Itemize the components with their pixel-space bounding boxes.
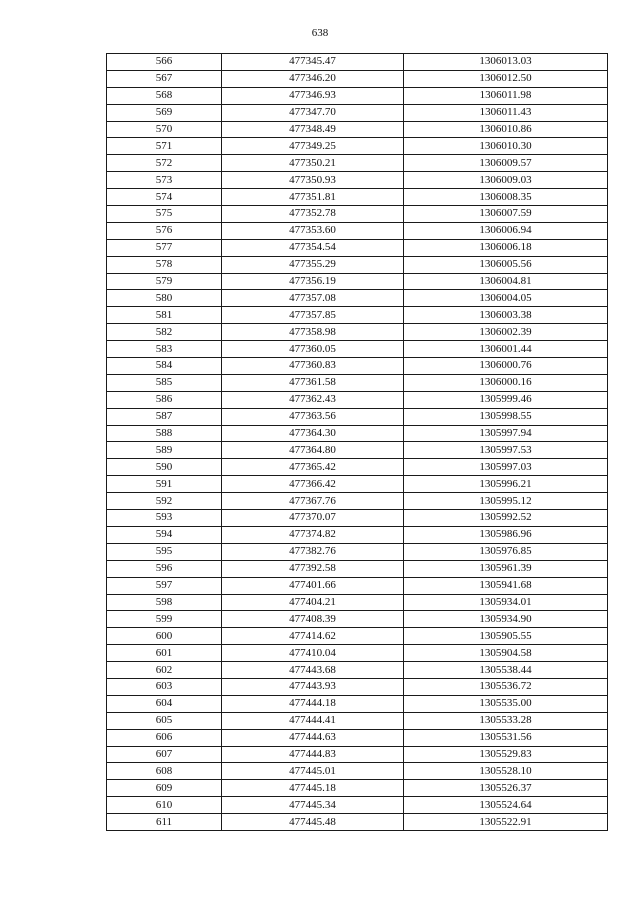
x-coordinate-cell: 477357.85 bbox=[222, 307, 404, 324]
point-number-cell: 588 bbox=[107, 425, 222, 442]
table-row bbox=[107, 222, 608, 239]
x-coordinate-cell: 477360.05 bbox=[222, 341, 404, 358]
table-row bbox=[107, 678, 608, 695]
x-coordinate-cell: 477382.76 bbox=[222, 543, 404, 560]
point-number-cell: 576 bbox=[107, 222, 222, 239]
y-coordinate-cell: 1306007.59 bbox=[404, 206, 608, 223]
point-number-cell: 575 bbox=[107, 206, 222, 223]
coordinates-table-body bbox=[107, 54, 608, 831]
x-coordinate-cell: 477410.04 bbox=[222, 645, 404, 662]
table-row bbox=[107, 239, 608, 256]
y-coordinate-cell: 1306004.81 bbox=[404, 273, 608, 290]
table-row bbox=[107, 797, 608, 814]
point-number-cell: 570 bbox=[107, 121, 222, 138]
y-coordinate-cell: 1306010.30 bbox=[404, 138, 608, 155]
point-number-cell: 580 bbox=[107, 290, 222, 307]
y-coordinate-cell: 1305976.85 bbox=[404, 543, 608, 560]
y-coordinate-cell: 1305996.21 bbox=[404, 476, 608, 493]
x-coordinate-cell: 477345.47 bbox=[222, 54, 404, 71]
table-row bbox=[107, 121, 608, 138]
y-coordinate-cell: 1305941.68 bbox=[404, 577, 608, 594]
y-coordinate-cell: 1306010.86 bbox=[404, 121, 608, 138]
table-row bbox=[107, 256, 608, 273]
table-row bbox=[107, 780, 608, 797]
y-coordinate-cell: 1305999.46 bbox=[404, 391, 608, 408]
table-row bbox=[107, 307, 608, 324]
table-row bbox=[107, 138, 608, 155]
point-number-cell: 581 bbox=[107, 307, 222, 324]
x-coordinate-cell: 477353.60 bbox=[222, 222, 404, 239]
x-coordinate-cell: 477346.93 bbox=[222, 87, 404, 104]
y-coordinate-cell: 1306008.35 bbox=[404, 189, 608, 206]
y-coordinate-cell: 1305904.58 bbox=[404, 645, 608, 662]
point-number-cell: 601 bbox=[107, 645, 222, 662]
point-number-cell: 572 bbox=[107, 155, 222, 172]
y-coordinate-cell: 1305997.94 bbox=[404, 425, 608, 442]
table-row bbox=[107, 746, 608, 763]
table-row bbox=[107, 442, 608, 459]
x-coordinate-cell: 477358.98 bbox=[222, 324, 404, 341]
table-row bbox=[107, 408, 608, 425]
x-coordinate-cell: 477444.83 bbox=[222, 746, 404, 763]
x-coordinate-cell: 477404.21 bbox=[222, 594, 404, 611]
x-coordinate-cell: 477445.48 bbox=[222, 814, 404, 831]
y-coordinate-cell: 1306011.43 bbox=[404, 104, 608, 121]
point-number-cell: 595 bbox=[107, 543, 222, 560]
point-number-cell: 590 bbox=[107, 459, 222, 476]
point-number-cell: 593 bbox=[107, 510, 222, 527]
x-coordinate-cell: 477348.49 bbox=[222, 121, 404, 138]
coordinates-table bbox=[106, 53, 608, 831]
y-coordinate-cell: 1305997.03 bbox=[404, 459, 608, 476]
table-row bbox=[107, 695, 608, 712]
y-coordinate-cell: 1306000.76 bbox=[404, 358, 608, 375]
x-coordinate-cell: 477360.83 bbox=[222, 358, 404, 375]
y-coordinate-cell: 1306000.16 bbox=[404, 374, 608, 391]
point-number-cell: 596 bbox=[107, 560, 222, 577]
x-coordinate-cell: 477350.93 bbox=[222, 172, 404, 189]
y-coordinate-cell: 1305528.10 bbox=[404, 763, 608, 780]
x-coordinate-cell: 477367.76 bbox=[222, 493, 404, 510]
y-coordinate-cell: 1305934.90 bbox=[404, 611, 608, 628]
point-number-cell: 608 bbox=[107, 763, 222, 780]
x-coordinate-cell: 477351.81 bbox=[222, 189, 404, 206]
x-coordinate-cell: 477374.82 bbox=[222, 526, 404, 543]
table-row bbox=[107, 662, 608, 679]
y-coordinate-cell: 1305934.01 bbox=[404, 594, 608, 611]
table-row bbox=[107, 290, 608, 307]
x-coordinate-cell: 477355.29 bbox=[222, 256, 404, 273]
point-number-cell: 603 bbox=[107, 678, 222, 695]
x-coordinate-cell: 477408.39 bbox=[222, 611, 404, 628]
x-coordinate-cell: 477346.20 bbox=[222, 70, 404, 87]
x-coordinate-cell: 477414.62 bbox=[222, 628, 404, 645]
y-coordinate-cell: 1305992.52 bbox=[404, 510, 608, 527]
x-coordinate-cell: 477363.56 bbox=[222, 408, 404, 425]
table-row bbox=[107, 628, 608, 645]
point-number-cell: 585 bbox=[107, 374, 222, 391]
point-number-cell: 610 bbox=[107, 797, 222, 814]
x-coordinate-cell: 477444.18 bbox=[222, 695, 404, 712]
point-number-cell: 579 bbox=[107, 273, 222, 290]
point-number-cell: 582 bbox=[107, 324, 222, 341]
x-coordinate-cell: 477354.54 bbox=[222, 239, 404, 256]
table-row bbox=[107, 645, 608, 662]
point-number-cell: 573 bbox=[107, 172, 222, 189]
table-row bbox=[107, 189, 608, 206]
x-coordinate-cell: 477356.19 bbox=[222, 273, 404, 290]
point-number-cell: 604 bbox=[107, 695, 222, 712]
y-coordinate-cell: 1305905.55 bbox=[404, 628, 608, 645]
point-number-cell: 606 bbox=[107, 729, 222, 746]
point-number-cell: 611 bbox=[107, 814, 222, 831]
y-coordinate-cell: 1306002.39 bbox=[404, 324, 608, 341]
y-coordinate-cell: 1305522.91 bbox=[404, 814, 608, 831]
point-number-cell: 587 bbox=[107, 408, 222, 425]
table-row bbox=[107, 87, 608, 104]
table-row bbox=[107, 493, 608, 510]
table-row bbox=[107, 358, 608, 375]
table-row bbox=[107, 729, 608, 746]
x-coordinate-cell: 477443.93 bbox=[222, 678, 404, 695]
table-row bbox=[107, 577, 608, 594]
table-row bbox=[107, 54, 608, 71]
x-coordinate-cell: 477445.01 bbox=[222, 763, 404, 780]
point-number-cell: 566 bbox=[107, 54, 222, 71]
table-row bbox=[107, 425, 608, 442]
x-coordinate-cell: 477361.58 bbox=[222, 374, 404, 391]
table-row bbox=[107, 543, 608, 560]
table-row bbox=[107, 104, 608, 121]
x-coordinate-cell: 477445.18 bbox=[222, 780, 404, 797]
table-row bbox=[107, 594, 608, 611]
y-coordinate-cell: 1305526.37 bbox=[404, 780, 608, 797]
point-number-cell: 599 bbox=[107, 611, 222, 628]
point-number-cell: 609 bbox=[107, 780, 222, 797]
table-row bbox=[107, 70, 608, 87]
table-row bbox=[107, 459, 608, 476]
point-number-cell: 598 bbox=[107, 594, 222, 611]
x-coordinate-cell: 477357.08 bbox=[222, 290, 404, 307]
y-coordinate-cell: 1305995.12 bbox=[404, 493, 608, 510]
y-coordinate-cell: 1305536.72 bbox=[404, 678, 608, 695]
table-row bbox=[107, 155, 608, 172]
point-number-cell: 577 bbox=[107, 239, 222, 256]
x-coordinate-cell: 477443.68 bbox=[222, 662, 404, 679]
y-coordinate-cell: 1305998.55 bbox=[404, 408, 608, 425]
y-coordinate-cell: 1306012.50 bbox=[404, 70, 608, 87]
y-coordinate-cell: 1306006.94 bbox=[404, 222, 608, 239]
point-number-cell: 583 bbox=[107, 341, 222, 358]
x-coordinate-cell: 477401.66 bbox=[222, 577, 404, 594]
x-coordinate-cell: 477445.34 bbox=[222, 797, 404, 814]
x-coordinate-cell: 477364.30 bbox=[222, 425, 404, 442]
table-row bbox=[107, 712, 608, 729]
x-coordinate-cell: 477366.42 bbox=[222, 476, 404, 493]
y-coordinate-cell: 1305529.83 bbox=[404, 746, 608, 763]
y-coordinate-cell: 1306005.56 bbox=[404, 256, 608, 273]
point-number-cell: 589 bbox=[107, 442, 222, 459]
x-coordinate-cell: 477392.58 bbox=[222, 560, 404, 577]
x-coordinate-cell: 477370.07 bbox=[222, 510, 404, 527]
y-coordinate-cell: 1306009.03 bbox=[404, 172, 608, 189]
table-row bbox=[107, 172, 608, 189]
x-coordinate-cell: 477362.43 bbox=[222, 391, 404, 408]
y-coordinate-cell: 1305524.64 bbox=[404, 797, 608, 814]
point-number-cell: 605 bbox=[107, 712, 222, 729]
y-coordinate-cell: 1306009.57 bbox=[404, 155, 608, 172]
table-row bbox=[107, 763, 608, 780]
point-number-cell: 586 bbox=[107, 391, 222, 408]
page-number: 638 bbox=[311, 27, 329, 39]
point-number-cell: 594 bbox=[107, 526, 222, 543]
point-number-cell: 571 bbox=[107, 138, 222, 155]
x-coordinate-cell: 477365.42 bbox=[222, 459, 404, 476]
point-number-cell: 607 bbox=[107, 746, 222, 763]
x-coordinate-cell: 477347.70 bbox=[222, 104, 404, 121]
y-coordinate-cell: 1306013.03 bbox=[404, 54, 608, 71]
y-coordinate-cell: 1305531.56 bbox=[404, 729, 608, 746]
table-row bbox=[107, 206, 608, 223]
point-number-cell: 597 bbox=[107, 577, 222, 594]
point-number-cell: 602 bbox=[107, 662, 222, 679]
point-number-cell: 600 bbox=[107, 628, 222, 645]
table-row bbox=[107, 476, 608, 493]
y-coordinate-cell: 1305986.96 bbox=[404, 526, 608, 543]
y-coordinate-cell: 1306004.05 bbox=[404, 290, 608, 307]
table-row bbox=[107, 560, 608, 577]
y-coordinate-cell: 1306006.18 bbox=[404, 239, 608, 256]
y-coordinate-cell: 1306011.98 bbox=[404, 87, 608, 104]
point-number-cell: 578 bbox=[107, 256, 222, 273]
table-row bbox=[107, 526, 608, 543]
point-number-cell: 584 bbox=[107, 358, 222, 375]
table-row bbox=[107, 273, 608, 290]
table-row bbox=[107, 341, 608, 358]
point-number-cell: 569 bbox=[107, 104, 222, 121]
x-coordinate-cell: 477352.78 bbox=[222, 206, 404, 223]
point-number-cell: 592 bbox=[107, 493, 222, 510]
y-coordinate-cell: 1305533.28 bbox=[404, 712, 608, 729]
table-row bbox=[107, 374, 608, 391]
x-coordinate-cell: 477444.63 bbox=[222, 729, 404, 746]
y-coordinate-cell: 1305538.44 bbox=[404, 662, 608, 679]
y-coordinate-cell: 1305997.53 bbox=[404, 442, 608, 459]
y-coordinate-cell: 1305961.39 bbox=[404, 560, 608, 577]
table-row bbox=[107, 611, 608, 628]
point-number-cell: 568 bbox=[107, 87, 222, 104]
x-coordinate-cell: 477364.80 bbox=[222, 442, 404, 459]
x-coordinate-cell: 477349.25 bbox=[222, 138, 404, 155]
point-number-cell: 591 bbox=[107, 476, 222, 493]
table-row bbox=[107, 814, 608, 831]
y-coordinate-cell: 1305535.00 bbox=[404, 695, 608, 712]
point-number-cell: 574 bbox=[107, 189, 222, 206]
table-row bbox=[107, 510, 608, 527]
y-coordinate-cell: 1306001.44 bbox=[404, 341, 608, 358]
table-row bbox=[107, 324, 608, 341]
y-coordinate-cell: 1306003.38 bbox=[404, 307, 608, 324]
point-number-cell: 567 bbox=[107, 70, 222, 87]
x-coordinate-cell: 477350.21 bbox=[222, 155, 404, 172]
table-row bbox=[107, 391, 608, 408]
x-coordinate-cell: 477444.41 bbox=[222, 712, 404, 729]
